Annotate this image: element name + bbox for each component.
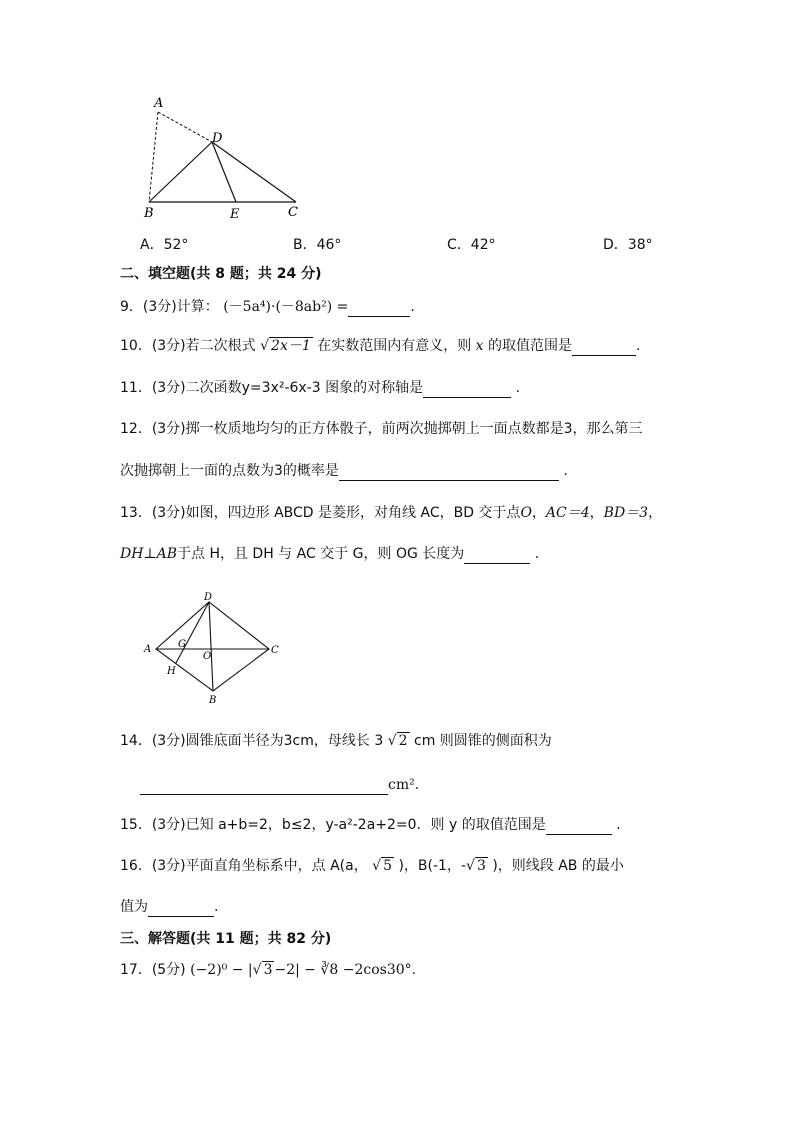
answer-blank-14[interactable] — [140, 778, 388, 795]
answer-blank-12[interactable] — [339, 464, 559, 481]
question-12-line-1: 12．(3分)掷一枚质地均匀的正方体骰子，前两次抛掷朝上一面点数都是3，那么第三 — [120, 421, 643, 437]
question-13-line-1: 13．(3分)如图，四边形 ABCD 是菱形，对角线 AC，BD 交于点O，AC＝4，BD＝3， — [120, 505, 663, 521]
option-c[interactable]: C．42° — [447, 237, 496, 253]
question-14-line-2: cm². — [140, 775, 419, 795]
label-d: D — [212, 131, 223, 146]
label-c: C — [271, 645, 279, 656]
label-e: E — [230, 207, 240, 222]
question-15: 15．(3分)已知 a+b=2，b≤2，y-a²-2a+2=0．则 y 的取值范围是 . — [120, 817, 621, 833]
segment-ab — [149, 112, 158, 202]
question-10: 10．(3分)若二次根式 √ 2x－1 在实数范围内有意义，则 x 的取值范围是 . — [120, 338, 641, 354]
option-a[interactable]: A．52° — [140, 237, 189, 253]
label-c: C — [288, 205, 298, 220]
label-a: A — [144, 644, 152, 655]
question-11: 11．(3分)二次函数y=3x²-6x-3 图象的对称轴是 . — [120, 380, 521, 396]
option-d[interactable]: D．38° — [603, 237, 653, 253]
option-b[interactable]: B．46° — [293, 237, 342, 253]
segment-bd — [149, 142, 212, 202]
rhombus-figure — [140, 588, 290, 708]
question-16-line-1: 16．(3分)平面直角坐标系中，点 A(a， √ 5 )，B(-1，-√ 3 )，则线段 AB 的最小 — [120, 858, 624, 874]
question-14-line-1: 14．(3分)圆锥底面半径为3cm，母线长 3 √ 2 cm 则圆锥的侧面积为 — [120, 733, 552, 749]
answer-blank-9[interactable] — [348, 300, 410, 317]
question-9: 9．(3分)计算： (－5a⁴)·(－8ab²) = . — [120, 299, 415, 315]
triangle-figure — [130, 90, 320, 225]
label-h: H — [167, 666, 176, 677]
question-12-line-2: 次抛掷朝上一面的点数为3的概率是 . — [120, 463, 568, 479]
answer-blank-11[interactable] — [423, 381, 511, 398]
label-b: B — [209, 695, 217, 706]
segment-ad — [158, 112, 212, 142]
label-d: D — [204, 592, 213, 603]
diagonal-bd — [209, 602, 213, 691]
question-13-line-2: DH⊥AB于点 H，且 DH 与 AC 交于 G，则 OG 长度为 . — [120, 546, 540, 562]
section-2-title: 二、填空题(共 8 题；共 24 分) — [120, 266, 322, 282]
answer-blank-15[interactable] — [546, 818, 612, 835]
label-g: G — [178, 639, 186, 650]
question-17: 17．(5分) (−2)⁰ − |√ 3 −2| − ∛8 −2cos30°. — [120, 962, 417, 978]
answer-blank-13[interactable] — [464, 547, 530, 564]
label-o: O — [203, 651, 212, 662]
label-b: B — [144, 206, 154, 221]
section-3-title: 三、解答题(共 11 题；共 82 分) — [120, 931, 332, 947]
label-a: A — [154, 96, 164, 111]
answer-blank-16[interactable] — [148, 900, 214, 917]
answer-blank-10[interactable] — [572, 339, 636, 356]
question-16-line-2: 值为 . — [120, 899, 219, 915]
